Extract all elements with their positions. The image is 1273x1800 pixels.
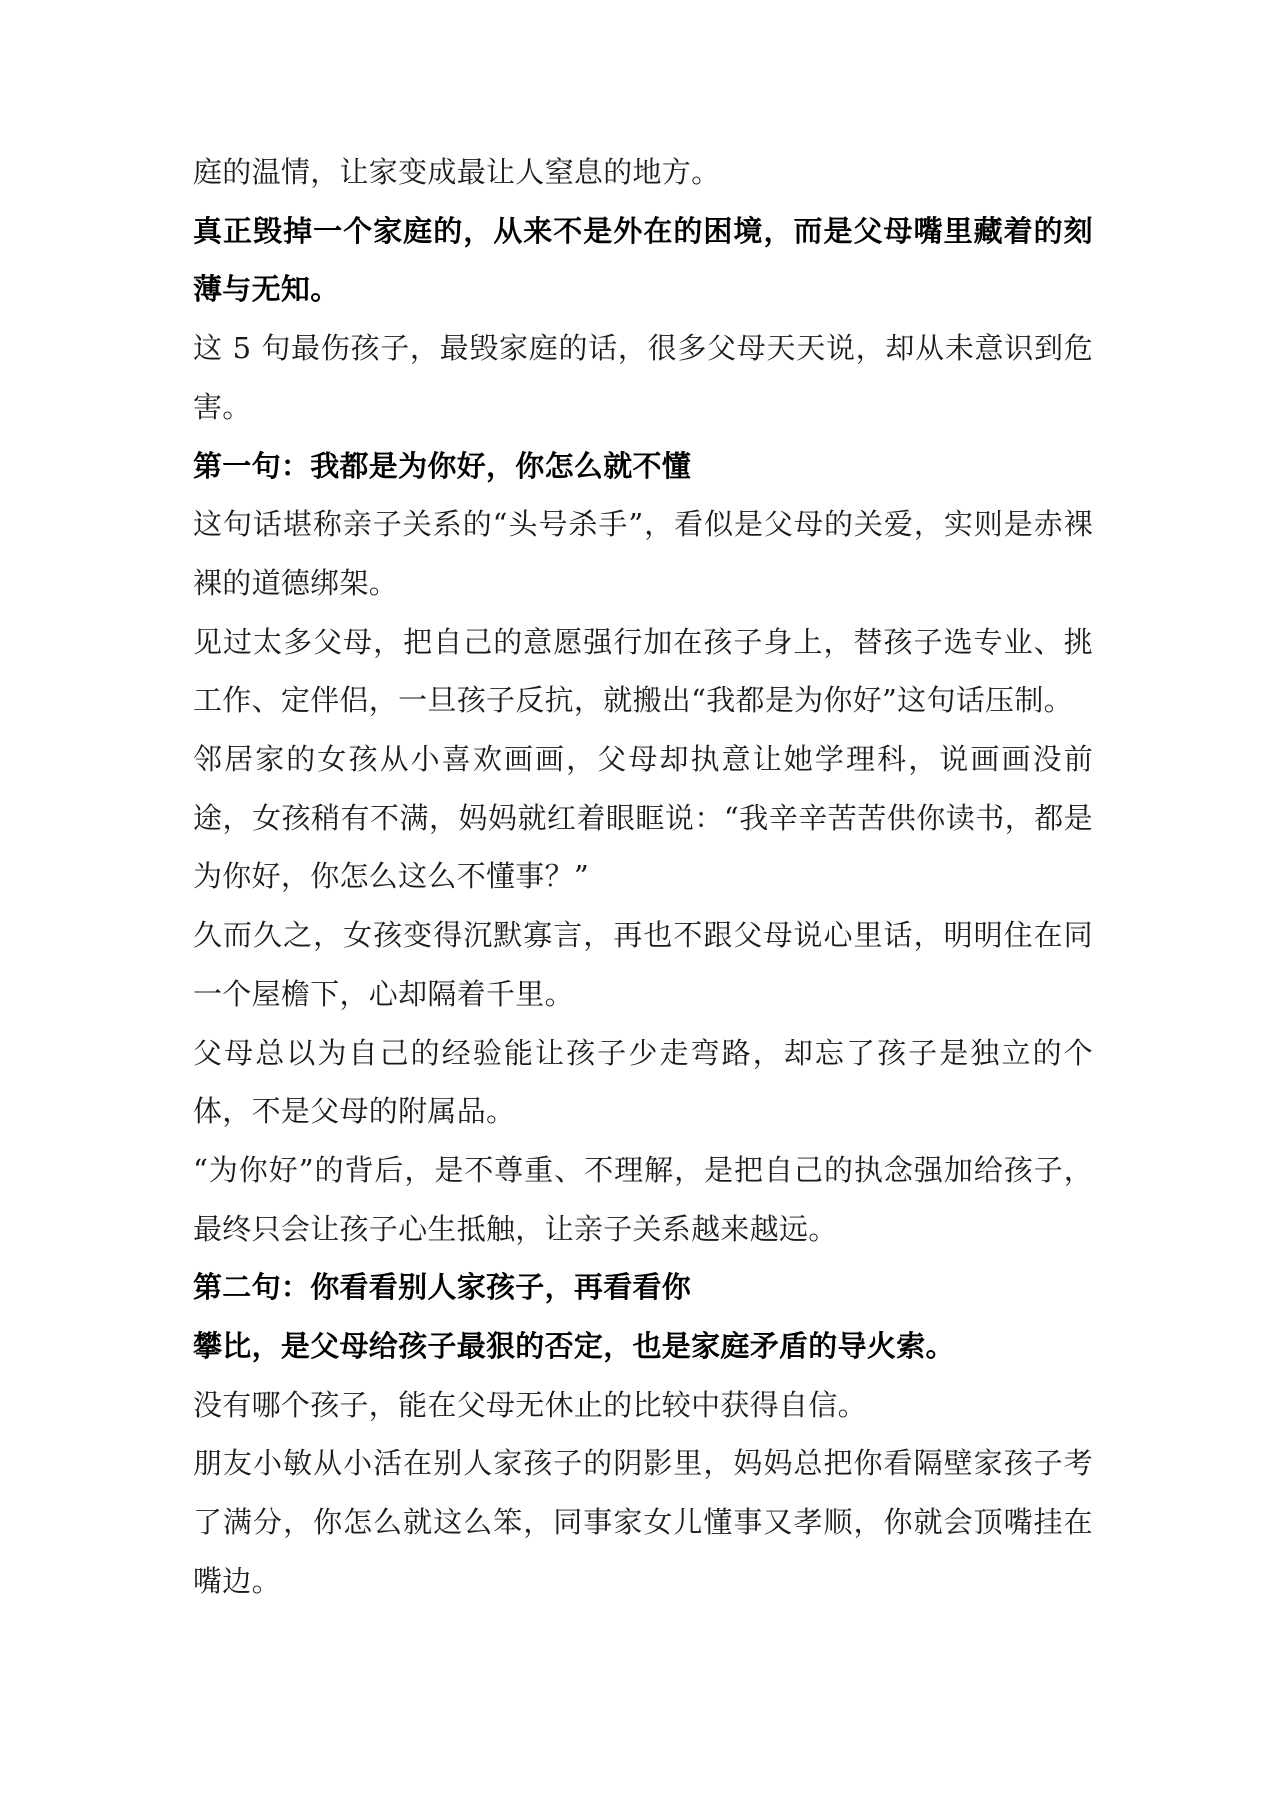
paragraph-body: 没有哪个孩子，能在父母无休止的比较中获得自信。 — [193, 1387, 867, 1422]
paragraph-body: “为你好”的背后，是不尊重、不理解，是把自己的执念强加给孩子，最终只会让孩子心生抵触，让亲子关系越来越远。 — [193, 1152, 1093, 1246]
paragraph-intro: 这 5 句最伤孩子，最毁家庭的话，很多父母天天说，却从未意识到危害。 — [193, 331, 1093, 424]
paragraph-continuation: 庭的温情，让家变成最让人窒息的地方。 — [193, 155, 721, 189]
paragraph-thesis-bold: 真正毁掉一个家庭的，从来不是外在的困境，而是父母嘴里藏着的刻薄与无知。 — [193, 213, 1093, 307]
paragraph-body: 见过太多父母，把自己的意愿强行加在孩子身上，替孩子选专业、挑工作、定伴侣，一旦孩子反抗，就搬出“我都是为你好”这句话压制。 — [193, 624, 1093, 718]
paragraph-body: 邻居家的女孩从小喜欢画画，父母却执意让她学理科，说画画没前途，女孩稍有不满，妈妈就红着眼眶说：“我辛辛苦苦供你读书，都是为你好，你怎么这么不懂事？” — [193, 742, 1093, 894]
paragraph-body: 父母总以为自己的经验能让孩子少走弯路，却忘了孩子是独立的个体，不是父母的附属品。 — [193, 1035, 1093, 1129]
paragraph-bold-statement: 攀比，是父母给孩子最狠的否定，也是家庭矛盾的导火索。 — [193, 1329, 955, 1364]
heading-first-sentence: 第一句：我都是为你好，你怎么就不懂 — [193, 448, 692, 483]
paragraph-body: 久而久之，女孩变得沉默寡言，再也不跟父母说心里话，明明住在同一个屋檐下，心却隔着千里。 — [193, 918, 1093, 1011]
heading-second-sentence: 第二句：你看看别人家孩子，再看看你 — [193, 1270, 692, 1305]
paragraph-body: 这句话堪称亲子关系的“头号杀手”，看似是父母的关爱，实则是赤裸裸的道德绑架。 — [193, 507, 1093, 600]
paragraph-body: 朋友小敏从小活在别人家孩子的阴影里，妈妈总把你看隔壁家孩子考了满分，你怎么就这么笨，同事家女儿懂事又孝顺，你就会顶嘴挂在嘴边。 — [193, 1446, 1093, 1598]
document-page — [193, 143, 1093, 1611]
